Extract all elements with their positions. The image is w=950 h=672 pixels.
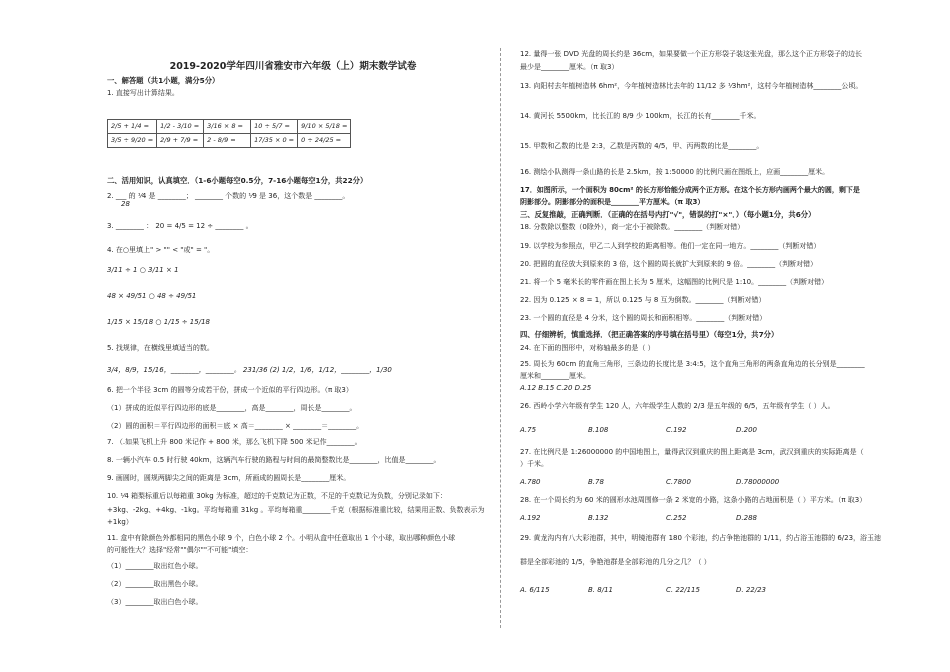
question-27-option-a: A.780 <box>520 478 541 486</box>
page-title: 2019-2020学年四川省雅安市六年级（上）期末数学试卷 <box>169 61 417 72</box>
question-22: 22. 因为 0.125 × 8 = 1，所以 0.125 与 8 互为倒数。________（判断对错） <box>520 296 766 304</box>
question-11: 11. 盒中有除颜色外都相同的黑色小球 9 个，白色小球 2 个。小明从盒中任意取出 1 个小球，取出哪种颜色小球 <box>107 534 456 542</box>
question-10-line-3: +1kg） <box>107 518 133 526</box>
question-10: 10. ⅟4 箱梨标重后以每箱重 30kg 为标准，超过的千克数记为正数，不足的千克数记为负数，分别记录如下： <box>107 492 447 500</box>
question-27-option-c: C.7800 <box>666 478 691 486</box>
question-29-option-a: A. 6/115 <box>520 586 550 594</box>
question-6-part-2: （2）圆的面积＝平行四边形的面积＝底 × 高＝________ × ________＝________。 <box>107 422 364 430</box>
table-row <box>108 120 351 134</box>
question-28-option-b: B.132 <box>588 514 609 522</box>
question-27-option-d: D.78000000 <box>736 478 780 486</box>
question-11-line-2: 的可能性大？选择"经常""偶尔""不可能"填空： <box>107 546 253 554</box>
question-7: 7. （.如果飞机上升 800 米记作 + 800 米，那么飞机下降 500 米记作________。 <box>107 438 362 446</box>
question-24: 24. 在下面的图形中，对称轴最多的是（ ） <box>520 344 655 352</box>
question-8: 8. 一辆小汽车 0.5 时行驶 40km，这辆汽车行驶的路程与时间的最简整数比是________，比值是________。 <box>107 456 441 464</box>
question-5-pattern: 3/4，8/9，15/16，________，________。 231/36 (2) 1/2，1/6，1/12，________，1/30 <box>107 366 392 374</box>
question-4-item-b: 48 × 49/51 ○ 48 ÷ 49/51 <box>107 292 197 300</box>
question-6: 6. 把一个半径 3cm 的圆等分成若干份，拼成一个近似的平行四边形。（π 取3） <box>107 386 353 394</box>
question-12-line-2: 最少是________厘米。（π 取3） <box>520 63 619 71</box>
question-23: 23. 一个圆的直径是 4 分米，这个圆的周长和面积相等。________（判断对错） <box>520 314 767 322</box>
question-12: 12. 量得一张 DVD 光盘的周长约是 36cm，如果要做一个正方形袋子装这张光盘，那么这个正方形袋子的边长 <box>520 50 863 58</box>
question-26-option-a: A.75 <box>520 426 537 434</box>
question-17-line-2: 阴影部分。阴影部分的面积是________平方厘米。（π 取3） <box>520 198 705 206</box>
question-4: 4. 在○里填上" > "" < "或" = "。 <box>107 246 215 254</box>
question-28-option-a: A.192 <box>520 514 541 522</box>
question-14: 14. 黄河长 5500km，比长江的 8/9 少 100km，长江的长有________千米。 <box>520 112 761 120</box>
table-cell: 1/2 - 3/10 = <box>157 120 204 134</box>
section-2-heading: 二、活用知识，认真填空．（1-6小题每空0.5分，7-16小题每空1分，共22分） <box>107 176 368 185</box>
question-13: 13. 向阳村去年植树造林 6hm²，今年植树造林比去年的 11/12 多 ⅟3hm²，这村今年植树造林________公顷。 <box>520 82 863 90</box>
question-16: 16. 测绘小队测得一条山路的长是 2.5km，按 1:50000 的比例尺画在图纸上，应画________厘米。 <box>520 168 830 176</box>
section-4-heading: 四、仔细辨析，慎重选择．（把正确答案的序号填在括号里）（每空1分，共7分） <box>520 330 779 339</box>
question-17: 17．如图所示，一个面积为 80cm² 的长方形恰能分成两个正方形。在这个长方形内画两个最大的圆，剩下是 <box>520 186 860 194</box>
question-2: 2. ___ 的 ⅟4 是 ________； ________ 个数的 ⅟9 是 36，这个数是 ________。 <box>107 192 350 200</box>
table-cell: 2/5 + 1/4 = <box>108 120 157 134</box>
question-11-option-2: （2）________取出黑色小球。 <box>107 580 203 588</box>
question-21: 21. 将一个 5 毫米长的零件画在图上长为 5 厘米，这幅图的比例尺是 1:10。________（判断对错） <box>520 278 829 286</box>
section-1-heading: 一、解答题（共1小题，满分5分） <box>107 76 220 85</box>
table-cell: 10 ÷ 5/7 = <box>251 120 298 134</box>
question-2-number: 28 <box>121 200 130 208</box>
question-25-line-2: 厘米和________厘米。 <box>520 372 590 380</box>
question-27-line-2: ）千米。 <box>520 460 548 468</box>
table-cell: 3/16 × 8 = <box>204 120 251 134</box>
question-29-option-b: B. 8/11 <box>588 586 613 594</box>
question-11-option-1: （1）________取出红色小球。 <box>107 562 203 570</box>
question-20: 20. 把圆的直径放大到原来的 3 倍，这个圆的周长就扩大到原来的 9 倍。________（判断对错） <box>520 260 818 268</box>
table-cell: 2/9 + 7/9 = <box>157 134 204 148</box>
question-26: 26. 西岭小学六年级有学生 120 人，六年级学生人数的 2/3 是五年级的 6/5，五年级有学生（ ）人。 <box>520 402 835 410</box>
question-25-options: A.12 B.15 C.20 D.25 <box>520 384 592 392</box>
question-3: 3. ________ ： 20 = 4/5 = 12 ÷ ________ 。 <box>107 222 253 230</box>
question-29-option-d: D. 22/23 <box>736 586 767 594</box>
question-26-option-b: B.108 <box>588 426 609 434</box>
question-19: 19. 以学校为参照点，甲乙二人到学校的距离相等。他们一定在同一地方。________（判断对错） <box>520 242 821 250</box>
column-divider <box>500 48 501 628</box>
question-28: 28. 在一个周长约为 60 米的圆形水池周围修一条 2 米宽的小路，这条小路的占地面积是（ ）平方米。（π 取3） <box>520 496 867 504</box>
question-29-option-c: C. 22/115 <box>666 586 700 594</box>
question-27-option-b: B.78 <box>588 478 604 486</box>
question-5: 5. 找规律，在横线里填适当的数。 <box>107 344 214 352</box>
question-26-option-d: D.200 <box>736 426 757 434</box>
question-25: 25. 周长为 60cm 的直角三角形，三条边的长度比是 3:4:5，这个直角三角形的两条直角边的长分别是________ <box>520 360 865 368</box>
question-6-part-1: （1）拼成的近似平行四边形的底是________，高是________，周长是________。 <box>107 404 357 412</box>
question-11-option-3: （3）________取出白色小球。 <box>107 598 203 606</box>
table-cell: 9/10 × 5/18 = <box>298 120 351 134</box>
table-cell: 2 - 8/9 = <box>204 134 251 148</box>
question-4-item-a: 3/11 ÷ 1 ○ 3/11 × 1 <box>107 266 179 274</box>
question-28-option-c: C.252 <box>666 514 687 522</box>
question-9: 9. 画圆时，圆规两脚尖之间的距离是 3cm，所画成的圆周长是________厘米。 <box>107 474 351 482</box>
question-29-line-2: 群是全部彩池的 1/5，争艳池群是全部彩池的几分之几？（ ） <box>520 558 711 566</box>
calculation-table <box>107 119 351 148</box>
table-cell: 0 ÷ 24/25 = <box>298 134 351 148</box>
question-28-option-d: D.288 <box>736 514 757 522</box>
question-15: 15. 甲数和乙数的比是 2:3，乙数是丙数的 4/5，甲、丙两数的比是________。 <box>520 142 764 150</box>
question-29: 29. 黄龙沟内有八大彩池群，其中，明镜池群有 180 个彩池，约占争艳池群的 1/11，约占浴玉池群的 6/23，浴玉池 <box>520 534 882 542</box>
section-3-heading: 三、反复推敲，正确判断．（正确的在括号内打"√"，错误的打"×"．）（每小题1分，共6分） <box>520 210 816 219</box>
question-26-option-c: C.192 <box>666 426 687 434</box>
question-27: 27. 在比例尺是 1:26000000 的中国地图上，量得武汉到重庆的图上距离是 3cm，武汉到重庆的实际距离是（ <box>520 448 864 456</box>
question-18: 18. 分数除以整数（0除外），商一定小于被除数。________（判断对错） <box>520 223 745 231</box>
table-row <box>108 134 351 148</box>
question-4-item-c: 1/15 × 15/18 ○ 1/15 ÷ 15/18 <box>107 318 210 326</box>
question-10-line-2: +3kg、-2kg、+4kg、-1kg。平均每箱重 31kg 。平均每箱重________千克（根据标准重比较，结果用正数、负数表示为 <box>107 506 485 514</box>
table-cell: 17/35 × 0 = <box>251 134 298 148</box>
table-cell: 3/5 ÷ 9/20 = <box>108 134 157 148</box>
question-1: 1. 直接写出计算结果。 <box>107 89 179 97</box>
